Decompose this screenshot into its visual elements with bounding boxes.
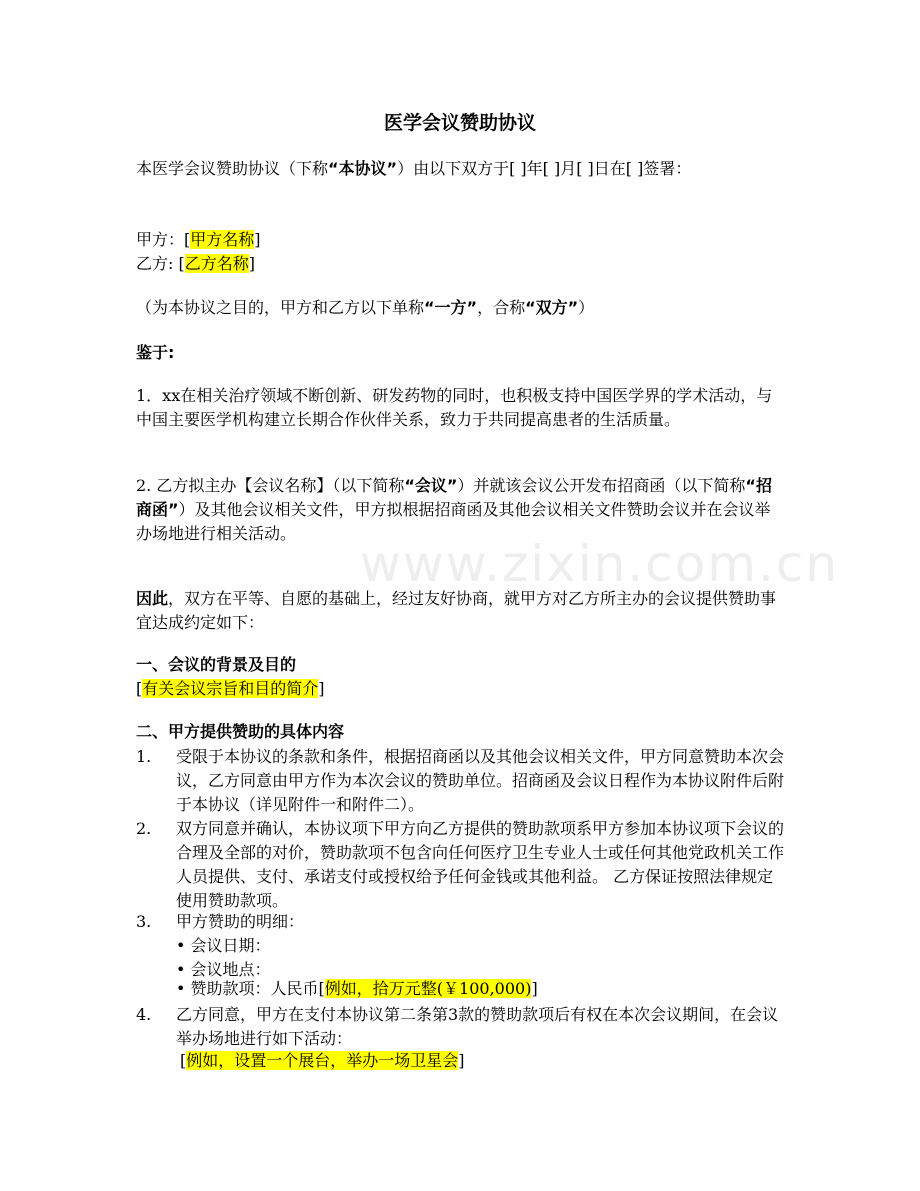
therefore-paragraph: 因此，双方在平等、自愿的基础上，经过友好协商，就甲方对乙方所主办的会议提供赞助事宜达成约定如下： bbox=[136, 589, 777, 632]
clause-2-number: 2. bbox=[136, 819, 152, 838]
whereas-heading: 鉴于: bbox=[136, 343, 175, 362]
clause-1-number: 1. bbox=[136, 747, 152, 766]
party-b-name-placeholder: 乙方名称 bbox=[184, 254, 249, 273]
party-a-line: 甲方：[甲方名称] bbox=[136, 230, 261, 249]
clause-2-text: 双方同意并确认，本协议项下甲方向乙方提供的赞助款项系甲方参加本协议项下会议的合理及全部的对价，赞助款项不包含向任何医疗卫生专业人士或任何其他党政机关工作人员提供、支付、承诺支付或授权给予任何金钱或其他利益。 乙方保证按照法律规定使用赞助款项。 bbox=[176, 819, 785, 910]
amount-placeholder: 例如，拾万元整(￥100,000) bbox=[324, 979, 532, 998]
bullet-meeting-venue: • 会议地点： bbox=[176, 960, 271, 979]
clause-3-text: 甲方赞助的明细： bbox=[176, 912, 305, 931]
activity-placeholder-line: [例如，设置一个展台，举办一场卫星会] bbox=[180, 1051, 465, 1070]
section-1-placeholder-line: [有关会议宗旨和目的简介] bbox=[136, 679, 325, 698]
bullet-sponsorship-amount: • 赞助款项：人民币[例如，拾万元整(￥100,000)] bbox=[176, 979, 538, 998]
recital-1: 1．xx在相关治疗领域不断创新、研发药物的同时，也积极支持中国医学界的学术活动，与中国主要医学机构建立长期合作伙伴关系，致力于共同提高患者的生活质量。 bbox=[136, 386, 773, 429]
section-1-placeholder: 有关会议宗旨和目的简介 bbox=[142, 679, 319, 698]
clause-3-number: 3. bbox=[136, 912, 152, 931]
clause-1-text: 受限于本协议的条款和条件，根据招商函以及其他会议相关文件，甲方同意赞助本次会议，乙方同意由甲方作为本次会议的赞助单位。招商函及会议日程作为本协议附件后附于本协议（详见附件一和附件二）。 bbox=[176, 747, 785, 814]
watermark: www.zixin.com.cn bbox=[360, 535, 840, 593]
party-b-line: 乙方: [乙方名称] bbox=[136, 254, 255, 273]
clause-4-number: 4. bbox=[136, 1005, 152, 1024]
party-a-name-placeholder: 甲方名称 bbox=[190, 230, 255, 249]
clause-4-text: 乙方同意，甲方在支付本协议第二条第3款的赞助款项后有权在本次会议期间，在会议举办场地进行如下活动： bbox=[176, 1005, 779, 1048]
activity-placeholder: 例如，设置一个展台，举办一场卫星会 bbox=[186, 1051, 459, 1070]
recital-2: 2. 乙方拟主办【会议名称】（以下简称“会议”）并就该会议公开发布招商函（以下简称“招商函”）及其他会议相关文件，甲方拟根据招商函及其他会议相关文件赞助会议并在会议举办场地进行相关活动。 bbox=[136, 476, 772, 543]
section-2-heading: 二、甲方提供赞助的具体内容 bbox=[136, 722, 345, 741]
document-title: 医学会议赞助协议 bbox=[383, 112, 536, 134]
intro-paragraph: 本医学会议赞助协议（下称“本协议”）由以下双方于[ ]年[ ]月[ ]日在[ ]签署： bbox=[136, 159, 692, 178]
section-1-heading: 一、会议的背景及目的 bbox=[136, 655, 297, 674]
bullet-meeting-date: • 会议日期： bbox=[176, 936, 271, 955]
definition-paragraph: （为本协议之目的，甲方和乙方以下单称“一方”，合称“双方”） bbox=[136, 298, 595, 317]
